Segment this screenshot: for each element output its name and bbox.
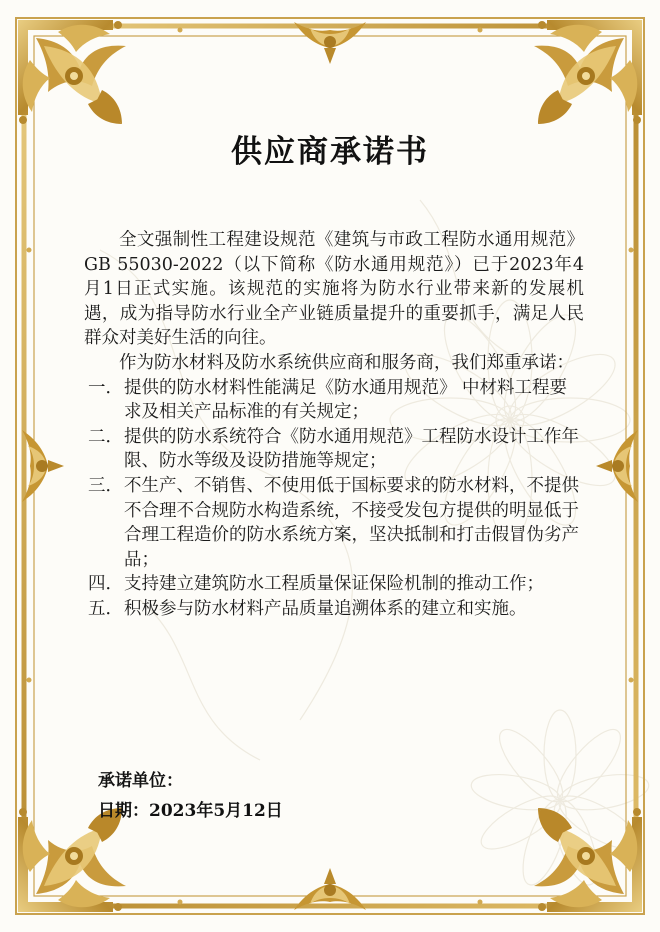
document-title: 供应商承诺书 [231, 134, 429, 170]
pledge-list [0, 376, 584, 622]
pledge-item-text: 不生产、不销售、不使用低于国标要求的防水材料，不提供不合理不合规防水构造系统，不接受发包方提供的明显低于合理工程造价的防水系统方案，坚决抵制和打击假冒伪劣产品； [124, 475, 579, 570]
pledge-item-number: 五． [88, 598, 123, 619]
pledge-item-number: 一． [88, 377, 123, 398]
intro-paragraph: 全文强制性工程建设规范《建筑与市政工程防水通用规范》GB 55030-2022（以下简称《防水通用规范》）已于2023年4月1日正式实施。该规范的实施将为防水行业带来新的发展机遇，成为指导防水行业全产业链质量提升的重要抓手，满足人民群众对美好生活的向往。 [84, 230, 584, 349]
signing-unit-label: 承诺单位： [98, 771, 183, 791]
pledge-intro: 作为防水材料及防水系统供应商和服务商，我们郑重承诺： [119, 352, 574, 373]
pledge-item [88, 376, 584, 425]
pledge-item [88, 425, 584, 474]
pledge-item-number: 二． [88, 426, 123, 447]
signature-block [98, 766, 283, 826]
pledge-item-text: 积极参与防水材料产品质量追溯体系的建立和实施。 [124, 598, 527, 619]
pledge-item-number: 三． [88, 475, 123, 496]
pledge-item-number: 四． [88, 574, 123, 595]
pledge-item-text: 支持建立建筑防水工程质量保证保险机制的推动工作； [124, 574, 544, 595]
pledge-item [88, 474, 584, 572]
pledge-item [88, 572, 584, 597]
pledge-item-text: 提供的防水材料性能满足《防水通用规范》 中材料工程要求及相关产品标准的有关规定； [124, 377, 568, 423]
signing-date: 日期：2023年5月12日 [98, 801, 283, 821]
document-body [84, 228, 584, 622]
pledge-item-text: 提供的防水系统符合《防水通用规范》工程防水设计工作年限、防水等级及设防措施等规定； [124, 426, 579, 472]
pledge-item [88, 597, 584, 622]
